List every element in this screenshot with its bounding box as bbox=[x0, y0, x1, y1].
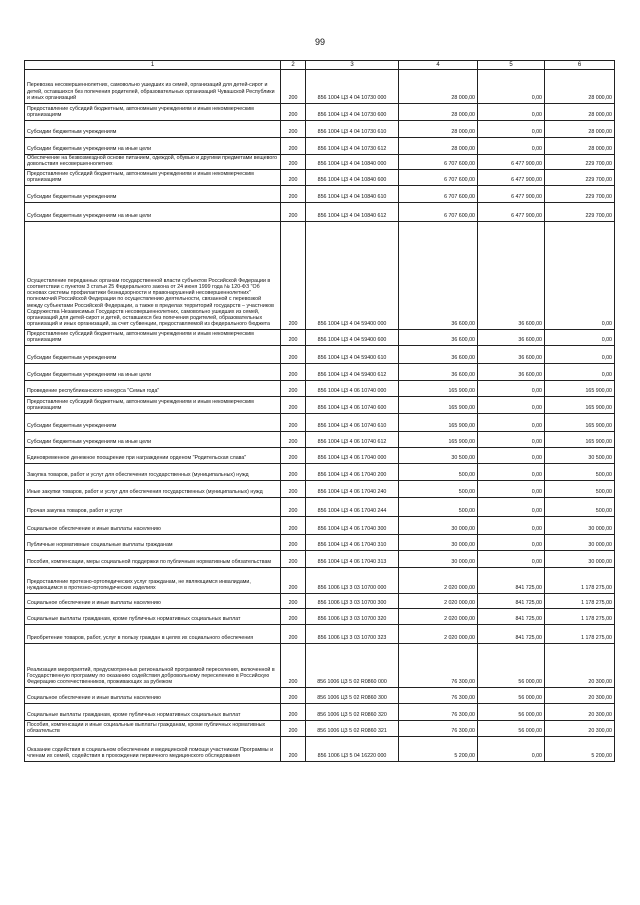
row-code-cell: 856 1004 Ц3 4 06 17040 240 bbox=[306, 481, 399, 498]
table-row bbox=[25, 203, 615, 222]
row-amount-cell: 500,00 bbox=[399, 498, 478, 517]
table-row bbox=[25, 688, 615, 704]
row-amount-cell: 28 000,00 bbox=[545, 138, 615, 155]
row-amount-cell: 36 600,00 bbox=[399, 330, 478, 346]
row-column-2-cell: 200 bbox=[281, 568, 306, 594]
row-column-2-cell: 200 bbox=[281, 138, 306, 155]
row-amount-cell: 841 725,00 bbox=[478, 609, 545, 625]
row-name-cell: Социальное обеспечение и иные выплаты населению bbox=[25, 688, 281, 704]
row-amount-cell: 0,00 bbox=[478, 448, 545, 464]
table-row bbox=[25, 464, 615, 481]
row-amount-cell: 30 500,00 bbox=[399, 448, 478, 464]
table-row bbox=[25, 721, 615, 737]
row-amount-cell: 28 000,00 bbox=[545, 104, 615, 121]
row-code-cell: 856 1006 Ц3 5 02 R0860 300 bbox=[306, 688, 399, 704]
row-amount-cell: 28 000,00 bbox=[399, 70, 478, 104]
row-amount-cell: 500,00 bbox=[545, 464, 615, 481]
row-amount-cell: 6 707 600,00 bbox=[399, 170, 478, 186]
table-row bbox=[25, 104, 615, 121]
row-amount-cell: 0,00 bbox=[478, 138, 545, 155]
column-header-6: 6 bbox=[545, 61, 615, 70]
row-amount-cell: 229 700,00 bbox=[545, 203, 615, 222]
row-amount-cell: 6 707 600,00 bbox=[399, 186, 478, 203]
row-name-cell: Социальные выплаты гражданам, кроме публичных нормативных социальных выплат bbox=[25, 609, 281, 625]
row-name-cell: Проведение республиканского конкурса "Семья года" bbox=[25, 381, 281, 397]
row-amount-cell: 5 200,00 bbox=[399, 737, 478, 762]
row-amount-cell: 0,00 bbox=[478, 464, 545, 481]
table-row bbox=[25, 397, 615, 414]
row-code-cell: 856 1004 Ц3 4 04 10840 600 bbox=[306, 170, 399, 186]
row-name-cell: Предоставление субсидий бюджетным, автономным учреждениям и иным некоммерческим организациям bbox=[25, 104, 281, 121]
row-amount-cell: 0,00 bbox=[478, 551, 545, 568]
row-amount-cell: 500,00 bbox=[545, 481, 615, 498]
row-column-2-cell: 200 bbox=[281, 414, 306, 432]
row-amount-cell: 56 000,00 bbox=[478, 688, 545, 704]
row-amount-cell: 6 477 900,00 bbox=[478, 203, 545, 222]
row-column-2-cell: 200 bbox=[281, 737, 306, 762]
row-name-cell: Социальное обеспечение и иные выплаты населению bbox=[25, 517, 281, 535]
row-name-cell: Субсидии бюджетным учреждениям на иные цели bbox=[25, 203, 281, 222]
column-header-5: 5 bbox=[478, 61, 545, 70]
table-row bbox=[25, 170, 615, 186]
row-amount-cell: 20 300,00 bbox=[545, 704, 615, 721]
row-code-cell: 856 1004 Ц3 4 04 10730 610 bbox=[306, 121, 399, 138]
row-code-cell: 856 1004 Ц3 4 04 10730 600 bbox=[306, 104, 399, 121]
row-code-cell: 856 1004 Ц3 4 04 10840 612 bbox=[306, 203, 399, 222]
column-header-1: 1 bbox=[25, 61, 281, 70]
row-amount-cell: 36 600,00 bbox=[399, 222, 478, 330]
row-name-cell: Единовременное денежное поощрение при награждении орденом "Родительская слава" bbox=[25, 448, 281, 464]
row-amount-cell: 28 000,00 bbox=[399, 138, 478, 155]
row-name-cell: Обеспечение на безвозмездной основе питанием, одеждой, обувью и другими предметами вещевого довольствия несовершеннолетних bbox=[25, 155, 281, 170]
row-amount-cell: 0,00 bbox=[478, 414, 545, 432]
row-amount-cell: 28 000,00 bbox=[399, 121, 478, 138]
row-column-2-cell: 200 bbox=[281, 397, 306, 414]
row-column-2-cell: 200 bbox=[281, 186, 306, 203]
row-amount-cell: 30 000,00 bbox=[399, 551, 478, 568]
row-code-cell: 856 1004 Ц3 4 06 10740 612 bbox=[306, 432, 399, 448]
row-amount-cell: 500,00 bbox=[399, 481, 478, 498]
row-amount-cell: 0,00 bbox=[478, 517, 545, 535]
row-code-cell: 856 1006 Ц3 5 02 R0860 321 bbox=[306, 721, 399, 737]
row-code-cell: 856 1004 Ц3 4 06 10740 000 bbox=[306, 381, 399, 397]
row-column-2-cell: 200 bbox=[281, 203, 306, 222]
row-amount-cell: 0,00 bbox=[478, 381, 545, 397]
column-header-2: 2 bbox=[281, 61, 306, 70]
row-amount-cell: 1 178 275,00 bbox=[545, 609, 615, 625]
table-header-row bbox=[25, 61, 615, 70]
row-name-cell: Перевозка несовершеннолетних, самовольно ушедших из семей, организаций для детей-сирот и детей, оставшихся без попечения родителей, образовательных организаций Чувашской Республики и иных организаций bbox=[25, 70, 281, 104]
row-name-cell: Субсидии бюджетным учреждениям bbox=[25, 186, 281, 203]
row-code-cell: 856 1006 Ц3 3 03 10700 320 bbox=[306, 609, 399, 625]
table-row bbox=[25, 737, 615, 762]
row-amount-cell: 165 900,00 bbox=[545, 381, 615, 397]
row-name-cell: Субсидии бюджетным учреждениям на иные цели bbox=[25, 432, 281, 448]
row-name-cell: Прочая закупка товаров, работ и услуг bbox=[25, 498, 281, 517]
row-name-cell: Субсидии бюджетным учреждениям bbox=[25, 346, 281, 364]
row-amount-cell: 0,00 bbox=[478, 70, 545, 104]
row-amount-cell: 20 300,00 bbox=[545, 688, 615, 704]
row-amount-cell: 0,00 bbox=[545, 330, 615, 346]
row-amount-cell: 0,00 bbox=[478, 535, 545, 551]
row-code-cell: 856 1006 Ц3 3 03 10700 000 bbox=[306, 568, 399, 594]
row-amount-cell: 76 300,00 bbox=[399, 721, 478, 737]
row-amount-cell: 0,00 bbox=[478, 397, 545, 414]
row-amount-cell: 2 020 000,00 bbox=[399, 625, 478, 644]
row-amount-cell: 229 700,00 bbox=[545, 186, 615, 203]
row-code-cell: 856 1004 Ц3 4 04 59400 612 bbox=[306, 364, 399, 381]
table-row bbox=[25, 186, 615, 203]
row-amount-cell: 36 600,00 bbox=[478, 346, 545, 364]
row-column-2-cell: 200 bbox=[281, 481, 306, 498]
row-code-cell: 856 1004 Ц3 4 04 10840 000 bbox=[306, 155, 399, 170]
row-column-2-cell: 200 bbox=[281, 432, 306, 448]
row-amount-cell: 1 178 275,00 bbox=[545, 568, 615, 594]
table-row bbox=[25, 121, 615, 138]
row-amount-cell: 0,00 bbox=[478, 104, 545, 121]
row-name-cell: Иные закупки товаров, работ и услуг для обеспечения государственных (муниципальных) нужд bbox=[25, 481, 281, 498]
row-code-cell: 856 1004 Ц3 4 06 17040 200 bbox=[306, 464, 399, 481]
row-amount-cell: 165 900,00 bbox=[399, 397, 478, 414]
row-column-2-cell: 200 bbox=[281, 104, 306, 121]
row-amount-cell: 1 178 275,00 bbox=[545, 594, 615, 609]
column-header-3: 3 bbox=[306, 61, 399, 70]
row-name-cell: Оказание содействия в социальном обеспечении и медицинской помощи участникам Программы и членам их семей, содействия в прохождении первичного медицинского обследования bbox=[25, 737, 281, 762]
table-body bbox=[25, 70, 615, 762]
row-column-2-cell: 200 bbox=[281, 594, 306, 609]
row-amount-cell: 30 000,00 bbox=[545, 535, 615, 551]
row-amount-cell: 165 900,00 bbox=[545, 414, 615, 432]
row-amount-cell: 165 900,00 bbox=[545, 397, 615, 414]
row-amount-cell: 76 300,00 bbox=[399, 704, 478, 721]
row-amount-cell: 1 178 275,00 bbox=[545, 625, 615, 644]
row-name-cell: Субсидии бюджетным учреждениям bbox=[25, 414, 281, 432]
row-amount-cell: 5 200,00 bbox=[545, 737, 615, 762]
row-column-2-cell: 200 bbox=[281, 381, 306, 397]
row-column-2-cell: 200 bbox=[281, 535, 306, 551]
row-amount-cell: 500,00 bbox=[399, 464, 478, 481]
row-column-2-cell: 200 bbox=[281, 70, 306, 104]
row-amount-cell: 36 600,00 bbox=[399, 364, 478, 381]
row-amount-cell: 28 000,00 bbox=[545, 70, 615, 104]
row-column-2-cell: 200 bbox=[281, 222, 306, 330]
row-amount-cell: 2 020 000,00 bbox=[399, 568, 478, 594]
row-column-2-cell: 200 bbox=[281, 517, 306, 535]
row-amount-cell: 28 000,00 bbox=[545, 121, 615, 138]
row-amount-cell: 165 900,00 bbox=[399, 381, 478, 397]
row-name-cell: Пособия, компенсации, меры социальной поддержки по публичным нормативным обязательствам bbox=[25, 551, 281, 568]
row-column-2-cell: 200 bbox=[281, 155, 306, 170]
row-amount-cell: 165 900,00 bbox=[399, 414, 478, 432]
row-name-cell: Предоставление субсидий бюджетным, автономным учреждениям и иным некоммерческим организациям bbox=[25, 397, 281, 414]
row-amount-cell: 0,00 bbox=[545, 346, 615, 364]
row-code-cell: 856 1004 Ц3 4 06 17040 313 bbox=[306, 551, 399, 568]
row-amount-cell: 6 707 600,00 bbox=[399, 203, 478, 222]
row-name-cell: Предоставление субсидий бюджетным, автономным учреждениям и иным некоммерческим организациям bbox=[25, 330, 281, 346]
table-row bbox=[25, 644, 615, 688]
table-row bbox=[25, 481, 615, 498]
row-code-cell: 856 1004 Ц3 4 06 17040 310 bbox=[306, 535, 399, 551]
row-amount-cell: 6 707 600,00 bbox=[399, 155, 478, 170]
row-name-cell: Предоставление протезно-ортопедических услуг гражданам, не являющимся инвалидами, нуждающимся в протезно-ортопедических изделиях bbox=[25, 568, 281, 594]
row-column-2-cell: 200 bbox=[281, 609, 306, 625]
row-amount-cell: 56 000,00 bbox=[478, 721, 545, 737]
row-amount-cell: 36 600,00 bbox=[399, 346, 478, 364]
row-name-cell: Осуществление переданных органам государственной власти субъектов Российской Федерации в соответствии с пунктом 3 статьи 25 Федерального закона от 24 июня 1999 года № 120-ФЗ "Об основах системы профилактики безнадзорности и правонарушений несовершеннолетних" полномочий Российской Федерации по осуществлению деятельности, связанной с перевозкой между субъектами Российской Федерации, а также в пределах территорий государств – участников Содружества Независимых Государств несовершеннолетних, самовольно ушедших из семей, организаций для детей-сирот и детей, оставшихся без попечения родителей, образовательных организаций и иных организаций, за счет субвенции, предоставляемой из федерального бюджета bbox=[25, 222, 281, 330]
table-row bbox=[25, 625, 615, 644]
row-code-cell: 856 1004 Ц3 4 06 10740 610 bbox=[306, 414, 399, 432]
row-code-cell: 856 1006 Ц3 5 02 R0860 000 bbox=[306, 644, 399, 688]
table-row bbox=[25, 609, 615, 625]
row-amount-cell: 0,00 bbox=[478, 121, 545, 138]
table-row bbox=[25, 155, 615, 170]
row-amount-cell: 30 000,00 bbox=[545, 551, 615, 568]
row-code-cell: 856 1004 Ц3 4 06 17040 000 bbox=[306, 448, 399, 464]
table-row bbox=[25, 594, 615, 609]
row-amount-cell: 6 477 900,00 bbox=[478, 155, 545, 170]
row-code-cell: 856 1004 Ц3 4 04 10730 000 bbox=[306, 70, 399, 104]
row-amount-cell: 20 300,00 bbox=[545, 721, 615, 737]
row-name-cell: Субсидии бюджетным учреждениям bbox=[25, 121, 281, 138]
row-column-2-cell: 200 bbox=[281, 364, 306, 381]
row-code-cell: 856 1004 Ц3 4 04 59400 600 bbox=[306, 330, 399, 346]
row-amount-cell: 20 300,00 bbox=[545, 644, 615, 688]
row-amount-cell: 0,00 bbox=[478, 432, 545, 448]
row-code-cell: 856 1006 Ц3 3 03 10700 323 bbox=[306, 625, 399, 644]
row-amount-cell: 56 000,00 bbox=[478, 644, 545, 688]
row-column-2-cell: 200 bbox=[281, 688, 306, 704]
table-row bbox=[25, 330, 615, 346]
row-amount-cell: 0,00 bbox=[545, 364, 615, 381]
row-code-cell: 856 1004 Ц3 4 04 59400 610 bbox=[306, 346, 399, 364]
row-amount-cell: 0,00 bbox=[478, 737, 545, 762]
table-row bbox=[25, 432, 615, 448]
row-name-cell: Пособия, компенсации и иные социальные выплаты гражданам, кроме публичных нормативных обязательств bbox=[25, 721, 281, 737]
row-amount-cell: 841 725,00 bbox=[478, 568, 545, 594]
table-row bbox=[25, 414, 615, 432]
table-row bbox=[25, 448, 615, 464]
row-amount-cell: 76 300,00 bbox=[399, 644, 478, 688]
row-column-2-cell: 200 bbox=[281, 551, 306, 568]
table-row bbox=[25, 704, 615, 721]
row-code-cell: 856 1006 Ц3 5 04 16220 000 bbox=[306, 737, 399, 762]
row-amount-cell: 36 600,00 bbox=[478, 364, 545, 381]
row-column-2-cell: 200 bbox=[281, 170, 306, 186]
row-name-cell: Публичные нормативные социальные выплаты гражданам bbox=[25, 535, 281, 551]
table-row bbox=[25, 381, 615, 397]
row-amount-cell: 165 900,00 bbox=[545, 432, 615, 448]
row-amount-cell: 76 300,00 bbox=[399, 688, 478, 704]
row-amount-cell: 229 700,00 bbox=[545, 155, 615, 170]
column-header-4: 4 bbox=[399, 61, 478, 70]
row-amount-cell: 0,00 bbox=[545, 222, 615, 330]
row-column-2-cell: 200 bbox=[281, 464, 306, 481]
row-amount-cell: 6 477 900,00 bbox=[478, 170, 545, 186]
table-row bbox=[25, 222, 615, 330]
row-amount-cell: 229 700,00 bbox=[545, 170, 615, 186]
row-amount-cell: 30 000,00 bbox=[399, 535, 478, 551]
table-row bbox=[25, 498, 615, 517]
row-amount-cell: 30 000,00 bbox=[399, 517, 478, 535]
row-amount-cell: 56 000,00 bbox=[478, 704, 545, 721]
row-code-cell: 856 1004 Ц3 4 06 17040 300 bbox=[306, 517, 399, 535]
row-column-2-cell: 200 bbox=[281, 498, 306, 517]
row-amount-cell: 0,00 bbox=[478, 498, 545, 517]
row-amount-cell: 30 500,00 bbox=[545, 448, 615, 464]
row-amount-cell: 36 600,00 bbox=[478, 222, 545, 330]
row-amount-cell: 165 900,00 bbox=[399, 432, 478, 448]
row-amount-cell: 2 020 000,00 bbox=[399, 594, 478, 609]
row-code-cell: 856 1006 Ц3 3 03 10700 300 bbox=[306, 594, 399, 609]
row-column-2-cell: 200 bbox=[281, 448, 306, 464]
row-code-cell: 856 1004 Ц3 4 04 10840 610 bbox=[306, 186, 399, 203]
table-row bbox=[25, 535, 615, 551]
row-code-cell: 856 1004 Ц3 4 06 10740 600 bbox=[306, 397, 399, 414]
row-code-cell: 856 1006 Ц3 5 02 R0860 320 bbox=[306, 704, 399, 721]
row-name-cell: Предоставление субсидий бюджетным, автономным учреждениям и иным некоммерческим организациям bbox=[25, 170, 281, 186]
row-amount-cell: 841 725,00 bbox=[478, 625, 545, 644]
row-amount-cell: 500,00 bbox=[545, 498, 615, 517]
row-amount-cell: 841 725,00 bbox=[478, 594, 545, 609]
row-column-2-cell: 200 bbox=[281, 625, 306, 644]
page-number: 99 bbox=[314, 37, 325, 47]
row-name-cell: Реализация мероприятий, предусмотренных региональной программой переселения, включенной в Государственную программу по оказанию содействия добровольному переселению в Российскую Федерацию соотечественников, проживающих за рубежом bbox=[25, 644, 281, 688]
table-row bbox=[25, 138, 615, 155]
row-column-2-cell: 200 bbox=[281, 346, 306, 364]
row-amount-cell: 28 000,00 bbox=[399, 104, 478, 121]
table-row bbox=[25, 346, 615, 364]
row-code-cell: 856 1004 Ц3 4 04 59400 000 bbox=[306, 222, 399, 330]
row-amount-cell: 2 020 000,00 bbox=[399, 609, 478, 625]
row-name-cell: Приобретение товаров, работ, услуг в пользу граждан в целях их социального обеспечения bbox=[25, 625, 281, 644]
row-code-cell: 856 1004 Ц3 4 04 10730 612 bbox=[306, 138, 399, 155]
row-amount-cell: 30 000,00 bbox=[545, 517, 615, 535]
budget-table bbox=[24, 60, 615, 762]
row-amount-cell: 6 477 900,00 bbox=[478, 186, 545, 203]
row-amount-cell: 36 600,00 bbox=[478, 330, 545, 346]
row-column-2-cell: 200 bbox=[281, 721, 306, 737]
row-name-cell: Субсидии бюджетным учреждениям на иные цели bbox=[25, 138, 281, 155]
row-column-2-cell: 200 bbox=[281, 330, 306, 346]
row-column-2-cell: 200 bbox=[281, 704, 306, 721]
row-code-cell: 856 1004 Ц3 4 06 17040 244 bbox=[306, 498, 399, 517]
table-row bbox=[25, 517, 615, 535]
row-name-cell: Социальное обеспечение и иные выплаты населению bbox=[25, 594, 281, 609]
row-name-cell: Социальные выплаты гражданам, кроме публичных нормативных социальных выплат bbox=[25, 704, 281, 721]
table-row bbox=[25, 70, 615, 104]
table-row bbox=[25, 551, 615, 568]
table-row bbox=[25, 364, 615, 381]
table-row bbox=[25, 568, 615, 594]
row-name-cell: Закупка товаров, работ и услуг для обеспечения государственных (муниципальных) нужд bbox=[25, 464, 281, 481]
row-amount-cell: 0,00 bbox=[478, 481, 545, 498]
row-column-2-cell: 200 bbox=[281, 121, 306, 138]
row-name-cell: Субсидии бюджетным учреждениям на иные цели bbox=[25, 364, 281, 381]
row-column-2-cell: 200 bbox=[281, 644, 306, 688]
